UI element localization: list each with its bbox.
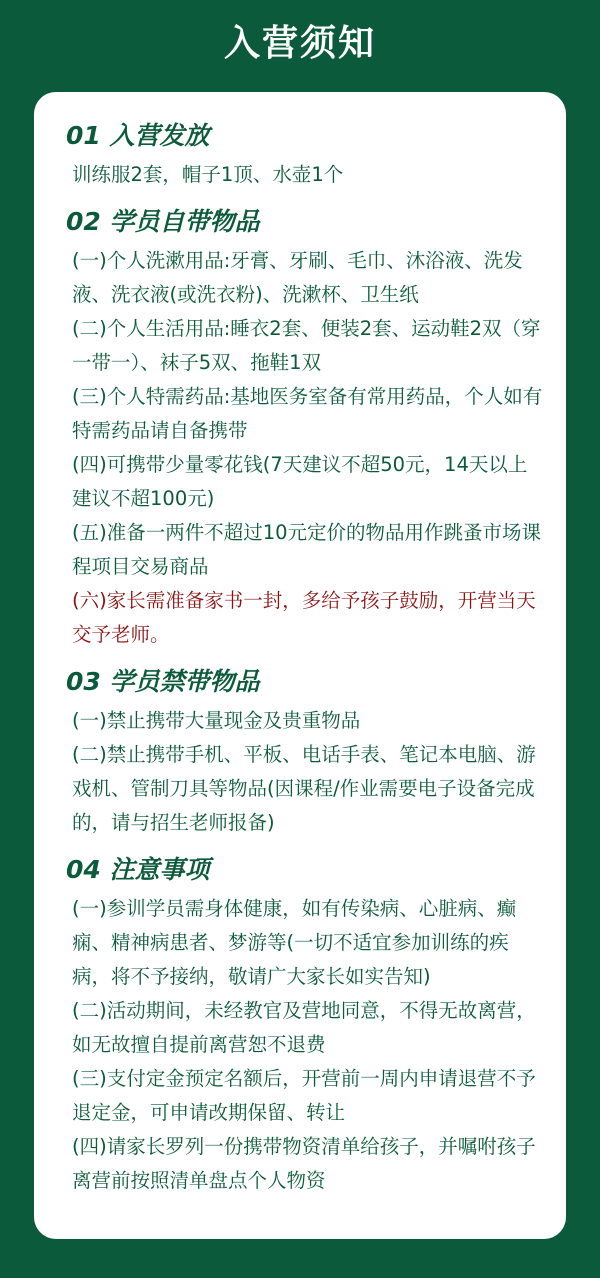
list-item: (四)可携带少量零花钱(7天建议不超50元，14天以上建议不超100元) — [72, 453, 528, 510]
list-item: (二)个人生活用品:睡衣2套、便装2套、运动鞋2双（穿一带一）、袜子5双、拖鞋1双 — [72, 317, 541, 374]
section-heading: 01 入营发放 — [66, 121, 210, 150]
section-prohibited-items — [66, 666, 546, 840]
list-item: 训练服2套，帽子1顶、水壶1个 — [72, 163, 344, 186]
notice-card — [34, 92, 566, 1239]
list-item: (一)禁止携带大量现金及贵重物品 — [72, 709, 361, 732]
section-heading: 02 学员自带物品 — [66, 207, 260, 236]
section-notes — [66, 854, 546, 1198]
list-item: (五)准备一两件不超过10元定价的物品用作跳蚤市场课程项目交易商品 — [72, 521, 542, 578]
section-bring-items — [66, 206, 546, 652]
section-heading: 04 注意事项 — [66, 855, 210, 884]
list-item: (一)参训学员需身体健康，如有传染病、心脏病、癫痫、精神病患者、梦游等(一切不适宜参加训练的疾病，将不予接纳，敬请广大家长如实告知) — [72, 897, 517, 988]
list-item: (二)活动期间，未经教官及营地同意，不得无故离营，如无故擅自提前离营恕不退费 — [72, 999, 536, 1056]
list-item: (四)请家长罗列一份携带物资清单给孩子，并嘱咐孩子离营前按照清单盘点个人物资 — [72, 1135, 536, 1192]
list-item: (三)支付定金预定名额后，开营前一周内申请退营不予退定金，可申请改期保留、转让 — [72, 1067, 536, 1124]
list-item: (三)个人特需药品:基地医务室备有常用药品，个人如有特需药品请自备携带 — [72, 385, 543, 442]
highlighted-list-item: (六)家长需准备家书一封，多给予孩子鼓励，开营当天交予老师。 — [72, 589, 536, 646]
list-item: (一)个人洗漱用品:牙膏、牙刷、毛巾、沐浴液、洗发液、洗衣液(或洗衣粉)、洗漱杯、卫生纸 — [72, 249, 523, 306]
section-heading: 03 学员禁带物品 — [66, 667, 260, 696]
page-title: 入营须知 — [223, 23, 376, 64]
list-item: (二)禁止携带手机、平板、电话手表、笔记本电脑、游戏机、管制刀具等物品(因课程/作业需要电子设备完成的，请与招生老师报备) — [72, 743, 536, 834]
section-issued-items — [66, 120, 546, 192]
